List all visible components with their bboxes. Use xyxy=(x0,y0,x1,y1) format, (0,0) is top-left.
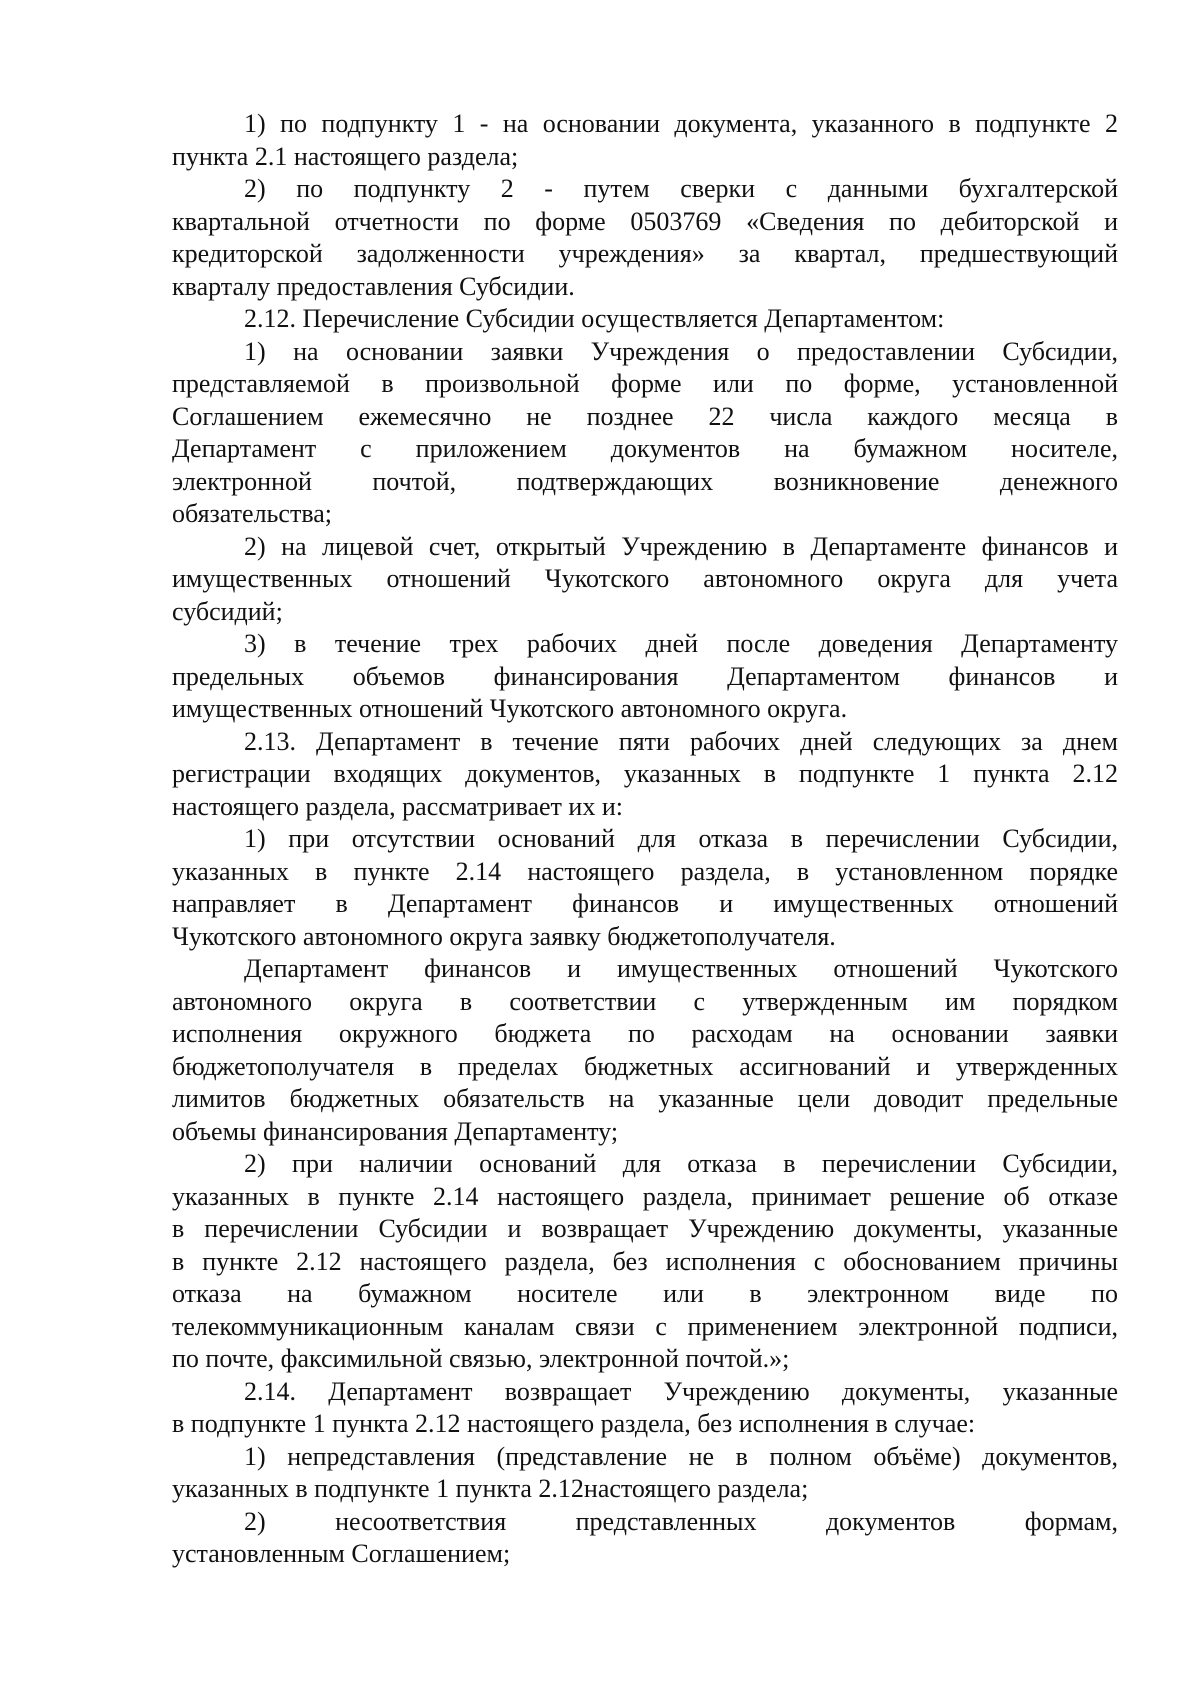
text-line: указанных в подпункте 1 пункта 2.12настоящего раздела; xyxy=(172,1474,809,1503)
text-line: 2) при наличии оснований для отказа в перечислении Субсидии, xyxy=(244,1149,1118,1178)
document-body xyxy=(172,108,1118,1571)
text-line: лимитов бюджетных обязательств на указанные цели доводит предельные xyxy=(172,1084,1118,1113)
text-line: Департамент с приложением документов на бумажном носителе, xyxy=(172,434,1118,463)
text-line: 2) несоответствия представленных документов формам, xyxy=(244,1506,1118,1536)
text-line: 2) по подпункту 2 - путем сверки с данными бухгалтерской xyxy=(244,174,1118,203)
text-line: направляет в Департамент финансов и имущественных отношений xyxy=(172,889,1118,918)
text-line: имущественных отношений Чукотского автономного округа. xyxy=(172,694,848,723)
text-line: отказа на бумажном носителе или в электронном виде по xyxy=(172,1279,1118,1308)
text-line: настоящего раздела, рассматривает их и: xyxy=(172,791,623,821)
text-line: бюджетополучателя в пределах бюджетных ассигнований и утвержденных xyxy=(172,1051,1118,1081)
text-line: 3) в течение трех рабочих дней после доведения Департаменту xyxy=(244,629,1118,658)
text-line: исполнения окружного бюджета по расходам на основании заявки xyxy=(172,1019,1118,1048)
text-line: квартальной отчетности по форме 0503769 «Сведения по дебиторской и xyxy=(172,206,1118,236)
text-line: предельных объемов финансирования Департаментом финансов и xyxy=(172,661,1118,691)
text-line: 1) на основании заявки Учреждения о предоставлении Субсидии, xyxy=(244,336,1118,366)
text-line: регистрации входящих документов, указанных в подпункте 1 пункта 2.12 xyxy=(172,759,1118,788)
text-line: кредиторской задолженности учреждения» за квартал, предшествующий xyxy=(172,239,1118,268)
text-line: представляемой в произвольной форме или по форме, установленной xyxy=(172,369,1118,398)
text-line: в перечислении Субсидии и возвращает Учреждению документы, указанные xyxy=(172,1214,1118,1243)
text-line: в пункте 2.12 настоящего раздела, без исполнения с обоснованием причины xyxy=(172,1246,1118,1276)
text-line: 2) на лицевой счет, открытый Учреждению в Департаменте финансов и xyxy=(244,531,1118,561)
text-line: автономного округа в соответствии с утвержденным им порядком xyxy=(172,986,1118,1016)
text-line: 1) при отсутствии оснований для отказа в перечислении Субсидии, xyxy=(244,824,1118,853)
text-line: обязательства; xyxy=(172,499,333,528)
text-line: указанных в пункте 2.14 настоящего раздела, в установленном порядке xyxy=(172,856,1118,886)
text-line: в подпункте 1 пункта 2.12 настоящего раздела, без исполнения в случае: xyxy=(172,1409,976,1438)
text-line: Соглашением ежемесячно не позднее 22 числа каждого месяца в xyxy=(172,401,1118,431)
text-line: 2.13. Департамент в течение пяти рабочих дней следующих за днем xyxy=(244,726,1118,756)
text-line: 1) непредставления (представление не в полном объёме) документов, xyxy=(244,1441,1118,1471)
text-line: субсидий; xyxy=(172,596,283,626)
text-line: Чукотского автономного округа заявку бюджетополучателя. xyxy=(172,921,836,951)
text-line: 1) по подпункту 1 - на основании документа, указанного в подпункте 2 xyxy=(244,109,1118,138)
text-line: электронной почтой, подтверждающих возникновение денежного xyxy=(172,466,1118,496)
text-line: 2.14. Департамент возвращает Учреждению документы, указанные xyxy=(244,1376,1118,1406)
text-line: телекоммуникационным каналам связи с применением электронной подписи, xyxy=(172,1311,1118,1341)
text-line: объемы финансирования Департаменту; xyxy=(172,1116,619,1146)
text-line: указанных в пункте 2.14 настоящего раздела, принимает решение об отказе xyxy=(172,1181,1118,1211)
text-line: по почте, факсимильной связью, электронной почтой.»; xyxy=(172,1344,790,1373)
text-line: 2.12. Перечисление Субсидии осуществляется Департаментом: xyxy=(244,304,945,333)
text-line: имущественных отношений Чукотского автономного округа для учета xyxy=(172,564,1118,593)
text-line: установленным Соглашением; xyxy=(172,1539,511,1568)
text-line: кварталу предоставления Субсидии. xyxy=(172,271,575,301)
text-line: Департамент финансов и имущественных отношений Чукотского xyxy=(244,954,1118,983)
text-line: пункта 2.1 настоящего раздела; xyxy=(172,141,519,171)
